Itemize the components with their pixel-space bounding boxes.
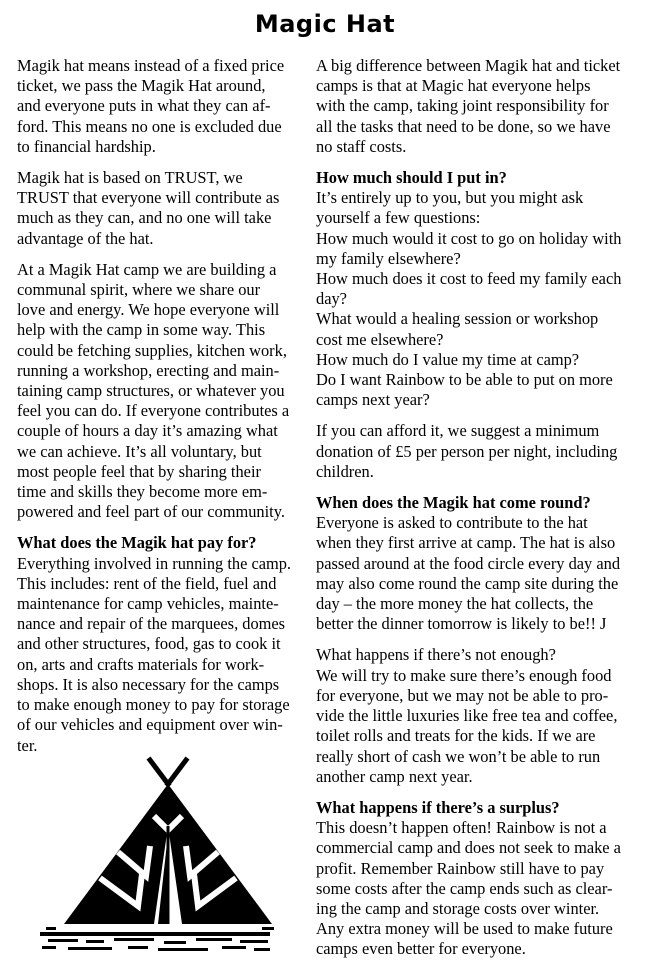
- section-heading: How much should I put in?: [316, 168, 507, 188]
- text-line: toilet rolls and treats for the kids. If we are: [316, 726, 596, 746]
- paragraph: [316, 188, 634, 410]
- text-line: At a Magik Hat camp we are building a: [17, 259, 277, 279]
- text-line: taining camp structures, or whatever you: [17, 381, 285, 401]
- text-line: Everything involved in running the camp.: [17, 553, 292, 573]
- text-line: vide the little luxuries like free tea and coffee,: [316, 706, 618, 726]
- section-heading: What happens if there’s a surplus?: [316, 797, 560, 817]
- text-line: no staff costs.: [316, 136, 407, 156]
- text-line: day?: [316, 289, 347, 309]
- text-line: maintenance for camp vehicles, mainte-: [17, 594, 279, 614]
- text-line: Everyone is asked to contribute to the hat: [316, 513, 588, 533]
- text-line: love and energy. We hope everyone will: [17, 300, 280, 320]
- paragraph: [316, 818, 634, 959]
- paragraph: [17, 260, 302, 523]
- text-line: What would a healing session or workshop: [316, 309, 599, 329]
- text-line: What happens if there’s not enough?: [316, 645, 556, 665]
- text-line: donation of £5 per person per night, including: [316, 441, 618, 461]
- text-line: my family elsewhere?: [316, 248, 461, 268]
- text-line: We will try to make sure there’s enough food: [316, 665, 612, 685]
- text-line: time and skills they become more em-: [17, 482, 268, 502]
- paragraph: [316, 513, 634, 634]
- text-line: commercial camp and does not seek to make a: [316, 838, 621, 858]
- text-line: How much would it cost to go on holiday with: [316, 228, 622, 248]
- text-line: Any extra money will be used to make future: [316, 919, 613, 939]
- text-line: may also come round the camp site during the: [316, 573, 619, 593]
- text-line: powered and feel part of our community.: [17, 502, 285, 522]
- text-line: feel you can do. If everyone contributes a: [17, 401, 290, 421]
- paragraph: [17, 56, 302, 157]
- text-line: yourself a few questions:: [316, 208, 481, 228]
- paragraph: [17, 168, 302, 249]
- text-line: children.: [316, 461, 374, 481]
- text-line: ter.: [17, 735, 38, 755]
- text-line: passed around at the food circle every day and: [316, 553, 621, 573]
- text-line: ticket, we pass the Magik Hat around,: [17, 76, 266, 96]
- text-line: could be fetching supplies, kitchen work,: [17, 340, 287, 360]
- left-column: [17, 56, 302, 767]
- text-line: of our vehicles and equipment over win-: [17, 715, 283, 735]
- text-line: advantage of the hat.: [17, 228, 154, 248]
- paragraph: [316, 56, 634, 157]
- text-line: running a workshop, erecting and main-: [17, 360, 280, 380]
- text-line: If you can afford it, we suggest a minimum: [316, 421, 600, 441]
- text-line: and other structures, food, gas to cook it: [17, 634, 281, 654]
- paragraph: [316, 645, 634, 786]
- text-line: This includes: rent of the field, fuel and: [17, 573, 277, 593]
- text-line: with the camp, taking joint responsibility for: [316, 96, 609, 116]
- text-line: for everyone, but we may not be able to pro-: [316, 685, 609, 705]
- text-line: How much does it cost to feed my family each: [316, 269, 622, 289]
- text-line: communal spirit, where we share our: [17, 280, 261, 300]
- text-line: cost me elsewhere?: [316, 329, 444, 349]
- section-heading: When does the Magik hat come round?: [316, 493, 591, 513]
- paragraph: [17, 554, 302, 756]
- text-line: much as they can, and no one will take: [17, 208, 272, 228]
- tipi-icon: [38, 756, 278, 956]
- text-line: ford. This means no one is excluded due: [17, 116, 282, 136]
- right-column: [316, 56, 634, 971]
- text-line: better the dinner tomorrow is likely to be!! J: [316, 614, 607, 634]
- text-line: most people feel that by sharing their: [17, 461, 261, 481]
- text-line: another camp next year.: [316, 766, 473, 786]
- text-line: Magik hat means instead of a fixed price: [17, 56, 285, 75]
- text-line: and everyone puts in what they can af-: [17, 96, 271, 116]
- text-line: camps is that at Magic hat everyone helps: [316, 76, 591, 96]
- paragraph: [316, 421, 634, 482]
- text-line: to make enough money to pay for storage: [17, 695, 290, 715]
- text-line: to financial hardship.: [17, 136, 156, 156]
- page-title: Magic Hat: [254, 10, 396, 38]
- text-line: some costs after the camp ends such as clear-: [316, 878, 613, 898]
- text-line: day – the more money the hat collects, the: [316, 594, 594, 614]
- text-line: TRUST that everyone will contribute as: [17, 188, 280, 208]
- text-line: camps even better for everyone.: [316, 939, 526, 959]
- text-line: It’s entirely up to you, but you might ask: [316, 188, 584, 208]
- text-line: Do I want Rainbow to be able to put on more: [316, 370, 613, 390]
- text-line: How much do I value my time at camp?: [316, 349, 580, 369]
- text-line: profit. Remember Rainbow still have to pay: [316, 858, 605, 878]
- text-line: camps next year?: [316, 390, 430, 410]
- text-line: really short of cash we won’t be able to run: [316, 746, 601, 766]
- text-line: when they first arrive at camp. The hat is also: [316, 533, 616, 553]
- text-line: help with the camp in some way. This: [17, 320, 266, 340]
- text-line: all the tasks that need to be done, so we have: [316, 116, 611, 136]
- text-line: on, arts and crafts materials for work-: [17, 654, 265, 674]
- text-line: we can achieve. It’s all voluntary, but: [17, 441, 262, 461]
- section-heading: What does the Magik hat pay for?: [17, 533, 257, 553]
- text-line: shops. It is also necessary for the camps: [17, 674, 280, 694]
- text-line: couple of hours a day it’s amazing what: [17, 421, 278, 441]
- text-line: nance and repair of the marquees, domes: [17, 614, 286, 634]
- text-line: Magik hat is based on TRUST, we: [17, 168, 243, 188]
- text-line: A big difference between Magik hat and ticket: [316, 56, 621, 75]
- text-line: ing the camp and storage costs over winter.: [316, 898, 600, 918]
- text-line: This doesn’t happen often! Rainbow is not a: [316, 818, 607, 838]
